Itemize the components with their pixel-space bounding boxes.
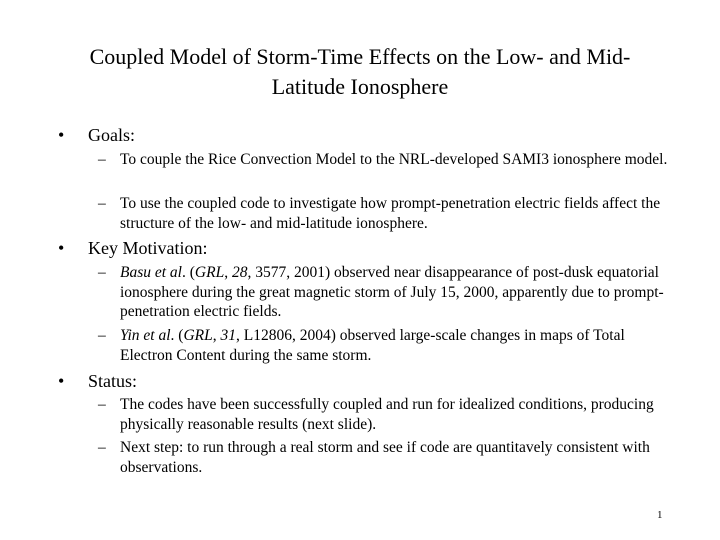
status-item-2 [98,438,668,477]
citation-author: Basu et al [120,264,182,281]
dash-glyph: – [98,195,106,212]
citation-punct: , [224,264,232,281]
citation-journal: GRL [183,327,213,344]
bullet-glyph: • [58,125,65,145]
dash-glyph: – [98,151,106,168]
status-item-1-text: The codes have been successfully coupled and run for idealized conditions, producing physically reasonable results (next slide). [120,396,654,433]
bullet-goals [58,124,135,146]
citation-punct: . ( [182,264,195,281]
motivation-item-2 [98,326,668,365]
goals-item-1-text: To couple the Rice Convection Model to the NRL-developed SAMI3 ionosphere model. [120,151,668,168]
bullet-glyph: • [58,371,65,391]
citation-rest: , L12806, 2004) observed large-scale changes in maps of Total Electron Content during the same storm. [120,327,625,364]
status-label: Status: [88,371,138,391]
motivation-item-2-text [120,326,668,365]
goals-item-2 [98,194,668,233]
bullet-status [58,370,137,392]
bullet-motivation [58,237,208,259]
status-item-2-text: Next step: to run through a real storm and see if code are quantitavely consistent with observations. [120,439,650,476]
citation-rest: , 3577, 2001) observed near disappearance of post-dusk equatorial ionosphere during the great magnetic storm of July 15, 2000, apparently due to prompt-penetration electric fields. [120,264,664,320]
title-line-2: Latitude Ionosphere [271,74,449,99]
slide-title [40,42,680,102]
status-item-1 [98,395,668,434]
citation-punct: . ( [170,327,184,344]
citation-author: Yin et al [120,327,171,344]
citation-volume: 28 [231,264,248,281]
title-line-1: Coupled Model of Storm-Time Effects on the Low- and Mid- [89,44,631,69]
bullet-glyph: • [58,238,65,258]
citation-volume: 31 [220,327,236,344]
motivation-item-1 [98,263,668,322]
citation-punct: , [212,327,221,344]
dash-glyph: – [98,396,106,413]
dash-glyph: – [98,439,106,456]
dash-glyph: – [98,327,106,344]
motivation-label: Key Motivation: [88,238,208,258]
motivation-item-1-text [120,263,668,322]
dash-glyph: – [98,264,106,281]
citation-journal: GRL [194,264,225,281]
goals-item-1 [98,150,668,170]
goals-item-2-text: To use the coupled code to investigate how prompt-penetration electric fields affect the structure of the low- and mid-latitude ionosphere. [120,195,661,232]
page-number: 1 [657,509,663,521]
goals-label: Goals: [88,125,135,145]
